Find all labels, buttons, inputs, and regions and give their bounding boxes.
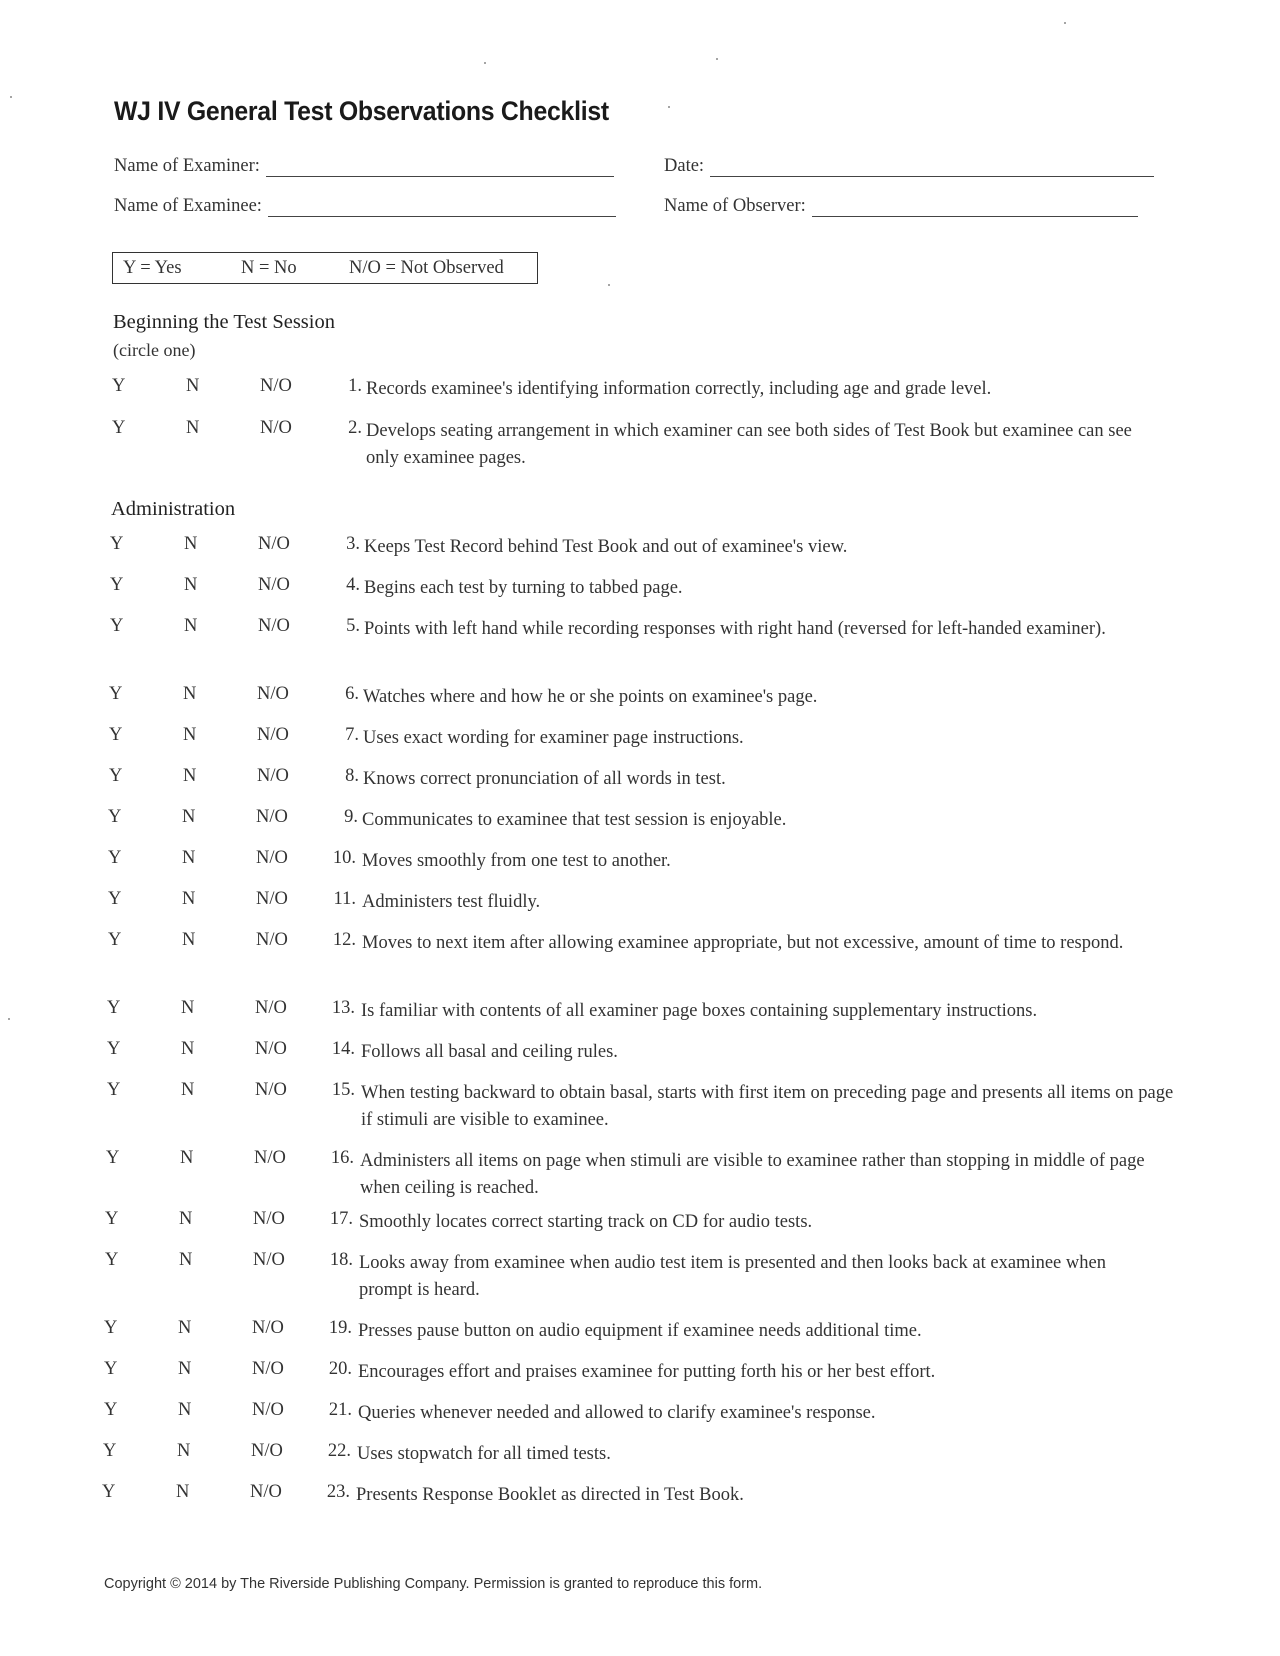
scan-speck (484, 62, 486, 64)
choice-no[interactable]: N (177, 1441, 191, 1461)
item-number: 7. (345, 725, 359, 745)
item-text: Administers all items on page when stimuli are visible to examinee rather than stopping in middle of page when ceiling is reached. (360, 1151, 1145, 1198)
choice-yes[interactable]: Y (110, 616, 124, 636)
legend-not-observed: N/O = Not Observed (349, 257, 504, 278)
item-number: 2. (348, 418, 362, 438)
item-text: Develops seating arrangement in which examiner can see both sides of Test Book but examinee can see only examinee pages. (366, 421, 1132, 468)
checklist-item-15 (0, 1080, 1280, 1132)
section-beginning-heading: Beginning the Test Session (113, 311, 335, 333)
item-number: 20. (328, 1359, 352, 1379)
item-text: Moves to next item after allowing examinee appropriate, but not excessive, amount of time to respond. (362, 933, 1124, 953)
section-administration-heading: Administration (111, 498, 236, 520)
choice-yes[interactable]: Y (106, 1148, 120, 1168)
date-field[interactable] (664, 156, 1154, 177)
item-text: Looks away from examinee when audio test item is presented and then looks back at examinee when prompt is heard. (359, 1253, 1106, 1300)
choice-not-observed[interactable]: N/O (258, 616, 290, 636)
choice-not-observed[interactable]: N/O (257, 725, 289, 745)
item-text: Uses exact wording for examiner page instructions. (363, 728, 744, 748)
choice-not-observed[interactable]: N/O (255, 1080, 287, 1100)
item-number: 1. (348, 376, 362, 396)
item-text: Watches where and how he or she points on examinee's page. (363, 687, 818, 707)
choice-yes[interactable]: Y (104, 1318, 118, 1338)
examiner-name-line[interactable] (266, 158, 614, 177)
item-number: 22. (327, 1441, 351, 1461)
choice-not-observed[interactable]: N/O (257, 766, 289, 786)
choice-not-observed[interactable]: N/O (253, 1250, 285, 1270)
legend-box (112, 252, 538, 284)
choice-no[interactable]: N (182, 848, 196, 868)
choice-no[interactable]: N (183, 725, 197, 745)
choice-yes[interactable]: Y (105, 1250, 119, 1270)
item-number: 8. (345, 766, 359, 786)
choice-not-observed[interactable]: N/O (256, 848, 288, 868)
item-text: Smoothly locates correct starting track on CD for audio tests. (359, 1212, 813, 1232)
item-text: Moves smoothly from one test to another. (362, 851, 671, 871)
observer-name-field[interactable] (664, 196, 1138, 217)
choice-not-observed[interactable]: N/O (257, 684, 289, 704)
choice-not-observed[interactable]: N/O (255, 1039, 287, 1059)
item-text: Keeps Test Record behind Test Book and out of examinee's view. (364, 537, 848, 557)
scan-speck (10, 96, 12, 98)
checklist-item-18 (0, 1250, 1280, 1302)
item-text: Queries whenever needed and allowed to clarify examinee's response. (358, 1403, 876, 1423)
choice-no[interactable]: N (178, 1400, 192, 1420)
item-text: Presents Response Booklet as directed in Test Book. (356, 1485, 744, 1505)
choice-not-observed[interactable]: N/O (258, 575, 290, 595)
choice-not-observed[interactable]: N/O (253, 1209, 285, 1229)
legend-yes: Y = Yes (123, 257, 182, 278)
examiner-name-field[interactable] (114, 156, 614, 177)
choice-not-observed[interactable]: N/O (250, 1482, 282, 1502)
checklist-item-12 (0, 930, 1280, 982)
choice-no[interactable]: N (186, 418, 200, 438)
choice-no[interactable]: N (184, 616, 198, 636)
item-text: Communicates to examinee that test session is enjoyable. (362, 810, 787, 830)
checklist-item-16 (0, 1148, 1280, 1200)
examinee-name-label: Name of Examinee: (114, 196, 262, 216)
item-text: Is familiar with contents of all examiner page boxes containing supplementary instructions. (361, 1001, 1038, 1021)
choice-yes[interactable]: Y (109, 725, 123, 745)
item-number: 17. (329, 1209, 353, 1229)
date-label: Date: (664, 156, 705, 176)
choice-no[interactable]: N (181, 998, 195, 1018)
item-number: 19. (328, 1318, 352, 1338)
item-number: 9. (344, 807, 358, 827)
choice-yes[interactable]: Y (102, 1482, 116, 1502)
choice-yes[interactable]: Y (112, 376, 126, 396)
choice-yes[interactable]: Y (108, 889, 122, 909)
choice-no[interactable]: N (180, 1148, 194, 1168)
choice-no[interactable]: N (181, 1080, 195, 1100)
choice-no[interactable]: N (176, 1482, 190, 1502)
choice-yes[interactable]: Y (107, 1039, 121, 1059)
choice-yes[interactable]: Y (110, 534, 124, 554)
item-text: Begins each test by turning to tabbed page. (364, 578, 683, 598)
choice-yes[interactable]: Y (107, 1080, 121, 1100)
item-text: Presses pause button on audio equipment if examinee needs additional time. (358, 1321, 922, 1341)
item-number: 23. (326, 1482, 350, 1502)
item-text: When testing backward to obtain basal, starts with first item on preceding page and presents all items on page if stimuli are visible to examinee. (361, 1083, 1174, 1130)
choice-no[interactable]: N (178, 1318, 192, 1338)
choice-no[interactable]: N (179, 1209, 193, 1229)
choice-yes[interactable]: Y (112, 418, 126, 438)
item-number: 15. (331, 1080, 355, 1100)
scan-speck (8, 1018, 10, 1020)
choice-no[interactable]: N (181, 1039, 195, 1059)
choice-not-observed[interactable]: N/O (254, 1148, 286, 1168)
page-title: WJ IV General Test Observations Checklist (114, 96, 609, 126)
choice-no[interactable]: N (186, 376, 200, 396)
item-number: 13. (331, 998, 355, 1018)
item-number: 6. (345, 684, 359, 704)
choice-not-observed[interactable]: N/O (256, 930, 288, 950)
circle-one-note: (circle one) (113, 340, 196, 360)
checklist-item-5 (0, 616, 1280, 668)
examiner-name-label: Name of Examiner: (114, 156, 260, 176)
choice-yes[interactable]: Y (108, 930, 122, 950)
item-number: 16. (330, 1148, 354, 1168)
item-text: Administers test fluidly. (362, 892, 541, 912)
choice-no[interactable]: N (184, 575, 198, 595)
choice-yes[interactable]: Y (103, 1441, 117, 1461)
item-number: 21. (328, 1400, 352, 1420)
item-number: 14. (331, 1039, 355, 1059)
choice-no[interactable]: N (183, 766, 197, 786)
choice-not-observed[interactable]: N/O (252, 1318, 284, 1338)
item-text: Follows all basal and ceiling rules. (361, 1042, 618, 1062)
scan-speck (608, 284, 610, 286)
item-text: Records examinee's identifying information correctly, including age and grade level. (366, 379, 992, 399)
choice-not-observed[interactable]: N/O (256, 807, 288, 827)
choice-not-observed[interactable]: N/O (255, 998, 287, 1018)
choice-no[interactable]: N (183, 684, 197, 704)
choice-no[interactable]: N (184, 534, 198, 554)
choice-not-observed[interactable]: N/O (251, 1441, 283, 1461)
choice-no[interactable]: N (182, 807, 196, 827)
scan-speck (716, 58, 718, 60)
examinee-name-line[interactable] (268, 198, 616, 217)
choice-yes[interactable]: Y (110, 575, 124, 595)
checklist-item-23 (0, 1482, 1280, 1534)
item-number: 3. (346, 534, 360, 554)
date-line[interactable] (710, 158, 1154, 177)
checklist-item-2 (0, 418, 1280, 470)
item-number: 5. (346, 616, 360, 636)
choice-no[interactable]: N (179, 1250, 193, 1270)
choice-yes[interactable]: Y (104, 1400, 118, 1420)
choice-yes[interactable]: Y (105, 1209, 119, 1229)
scan-speck (668, 106, 670, 108)
choice-no[interactable]: N (178, 1359, 192, 1379)
examinee-name-field[interactable] (114, 196, 616, 217)
item-text: Knows correct pronunciation of all words in test. (363, 769, 726, 789)
scan-speck (1064, 22, 1066, 24)
choice-yes[interactable]: Y (109, 766, 123, 786)
choice-not-observed[interactable]: N/O (260, 376, 292, 396)
item-number: 12. (332, 930, 356, 950)
item-text: Encourages effort and praises examinee for putting forth his or her best effort. (358, 1362, 936, 1382)
choice-yes[interactable]: Y (109, 684, 123, 704)
choice-yes[interactable]: Y (107, 998, 121, 1018)
choice-yes[interactable]: Y (108, 807, 122, 827)
choice-not-observed[interactable]: N/O (252, 1359, 284, 1379)
choice-no[interactable]: N (182, 930, 196, 950)
choice-no[interactable]: N (182, 889, 196, 909)
item-text: Uses stopwatch for all timed tests. (357, 1444, 611, 1464)
observer-name-line[interactable] (812, 198, 1138, 217)
item-number: 11. (333, 889, 356, 909)
choice-not-observed[interactable]: N/O (252, 1400, 284, 1420)
choice-not-observed[interactable]: N/O (260, 418, 292, 438)
copyright-notice: Copyright © 2014 by The Riverside Publishing Company. Permission is granted to reproduce this form. (104, 1576, 763, 1592)
choice-not-observed[interactable]: N/O (256, 889, 288, 909)
item-number: 10. (332, 848, 356, 868)
legend-no: N = No (241, 257, 297, 278)
observer-name-label: Name of Observer: (664, 196, 806, 216)
item-number: 4. (346, 575, 360, 595)
choice-not-observed[interactable]: N/O (258, 534, 290, 554)
choice-yes[interactable]: Y (104, 1359, 118, 1379)
choice-yes[interactable]: Y (108, 848, 122, 868)
item-text: Points with left hand while recording responses with right hand (reversed for left-handed examiner). (364, 619, 1106, 639)
item-number: 18. (329, 1250, 353, 1270)
